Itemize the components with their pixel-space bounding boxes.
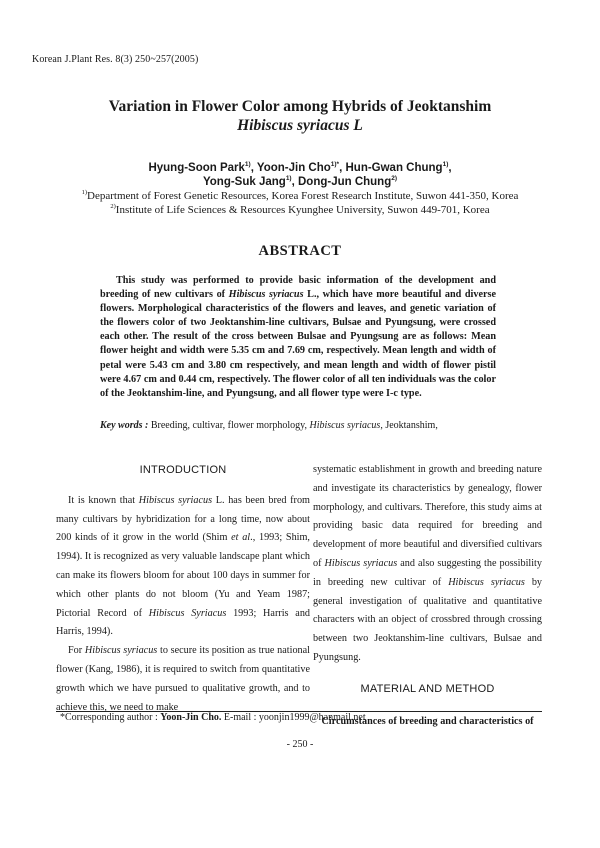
affiliation-2 bbox=[0, 203, 600, 218]
author-separator: , bbox=[448, 162, 452, 174]
abstract-heading: ABSTRACT bbox=[258, 243, 342, 259]
species-name: Hibiscus syriacus bbox=[84, 645, 158, 657]
footnote-label: *Corresponding author : bbox=[60, 712, 161, 723]
author-marker: 1)* bbox=[330, 161, 340, 168]
citation-italic: et al bbox=[231, 532, 251, 544]
left-column bbox=[56, 461, 310, 717]
keywords-text: , Jeoktanshim, bbox=[380, 420, 438, 431]
paper-title-line-1: Variation in Flower Color among Hybrids of Jeoktanshim bbox=[108, 98, 492, 115]
author-name: , Hun-Gwan Chung bbox=[339, 162, 443, 174]
body-text: to secure its position as true national flower (Kang, 1986), it is required to switch from quantitative growth which we have pursued to qualitative growth, and to achieve this, we need to make bbox=[56, 645, 310, 713]
footnote-author: Yoon-Jin Cho. bbox=[160, 712, 222, 723]
abstract-body bbox=[100, 274, 496, 401]
footnote-email: E-mail : yoonjin1999@hanmail.net bbox=[221, 712, 366, 723]
author-list-line-2 bbox=[0, 174, 600, 190]
body-text: and also suggesting the possibility in breeding new cultivar of bbox=[313, 557, 542, 588]
abstract-paragraph bbox=[100, 274, 496, 401]
subsection-heading: Circumstances of breeding and characteristics of bbox=[321, 715, 534, 727]
body-text: For bbox=[68, 645, 85, 657]
intro-paragraph-continued bbox=[313, 461, 542, 668]
species-name: Hibiscus syriacus bbox=[448, 576, 525, 588]
intro-paragraph-2 bbox=[56, 642, 310, 717]
body-text: systematic establishment in growth and breeding nature and investigate its characteristics by genealogy, flower morphology, and cultivars. Therefore, this study aims at providing basic data required for breeding and development of more beautiful and diversified cultivars of bbox=[313, 464, 542, 569]
introduction-heading: INTRODUCTION bbox=[139, 464, 227, 476]
author-name: Yong-Suk Jang bbox=[202, 176, 286, 188]
body-text: It is known that bbox=[68, 494, 139, 506]
affiliation-text: Department of Forest Genetic Resources, Korea Forest Research Institute, Suwon 441-350, Korea bbox=[87, 190, 519, 202]
keywords bbox=[100, 420, 520, 431]
affiliation-marker: 1) bbox=[81, 189, 88, 196]
species-name: Hibiscus syriacus bbox=[309, 420, 381, 431]
abstract-text: This study was performed to provide basic information of the development and breeding of new cultivars of bbox=[100, 275, 496, 301]
author-name: , Yoon-Jin Cho bbox=[250, 162, 331, 174]
species-name: Hibiscus Syriacus bbox=[148, 607, 227, 619]
body-text: ., 1993; Shim, 1994). It is recognized as very valuable landscape plant which can make its flowers bloom for about 100 days in summer for which other plants do not bloom (Yu and Yeam 1987; Pictorial Record of bbox=[56, 532, 310, 619]
affiliation-1 bbox=[0, 189, 600, 204]
affiliation-marker: 2) bbox=[110, 203, 116, 210]
author-marker: 1) bbox=[442, 161, 449, 168]
body-text: 1993; Harris and Harris, 1994). bbox=[56, 607, 311, 638]
corresponding-author-footnote bbox=[60, 712, 366, 723]
paper-title-line-2: Hibiscus syriacus L bbox=[237, 117, 363, 134]
journal-citation: Korean J.Plant Res. 8(3) 250~257(2005) bbox=[32, 54, 199, 65]
species-name: Hibiscus syriacus bbox=[138, 494, 213, 506]
abstract-text: L., which have more beautiful and diverse flowers. Morphological characteristics of the flowers and leaves, and genetic variation of the flowers color of two Jeoktanshim-line cultivars, Bulsae and Pyungsung, were crossed each other. The result of the cross between Bulsae and Pyungsung are as follows: Mean flower height and width were 5.35 cm and 7.69 cm, respectively. Mean length and width of petal were 5.43 cm and 3.80 cm respectively, and mean length and width of flower pistil were 4.67 cm and 0.44 cm, respectively. The flower color of all ten individuals was the color of the Jeoktanshim-line, and Pyungsung, and all flower type were I-c type. bbox=[100, 289, 496, 399]
species-name: Hibiscus syriacus bbox=[324, 557, 398, 569]
keywords-label: Key words : bbox=[100, 420, 149, 431]
keywords-text: Breeding, cultivar, flower morphology, bbox=[148, 420, 310, 431]
affiliation-text: Institute of Life Sciences & Resources Kyunghee University, Suwon 449-701, Korea bbox=[115, 204, 490, 216]
author-marker: 2) bbox=[391, 175, 398, 182]
author-name: , Dong-Jun Chung bbox=[291, 176, 392, 188]
species-name: Hibiscus syriacus bbox=[228, 289, 304, 301]
page-number: - 250 - bbox=[286, 739, 314, 750]
intro-paragraph-1 bbox=[56, 492, 310, 642]
right-column bbox=[313, 461, 542, 731]
material-method-heading: MATERIAL AND METHOD bbox=[360, 682, 495, 695]
author-marker: 1) bbox=[285, 175, 292, 182]
body-text: L. has been bred from many cultivars by hybridization for a long time, now about 200 kinds of it grow in the world (Shim bbox=[56, 494, 310, 544]
body-text: by general investigation of qualitative and quantitative characters with an object of crossbred through crossing between two Jeoktanshim-line cultivars, Bulsae and Pyungsung. bbox=[313, 576, 543, 663]
author-name: Hyung-Soon Park bbox=[148, 162, 245, 174]
author-marker: 1) bbox=[244, 161, 251, 168]
